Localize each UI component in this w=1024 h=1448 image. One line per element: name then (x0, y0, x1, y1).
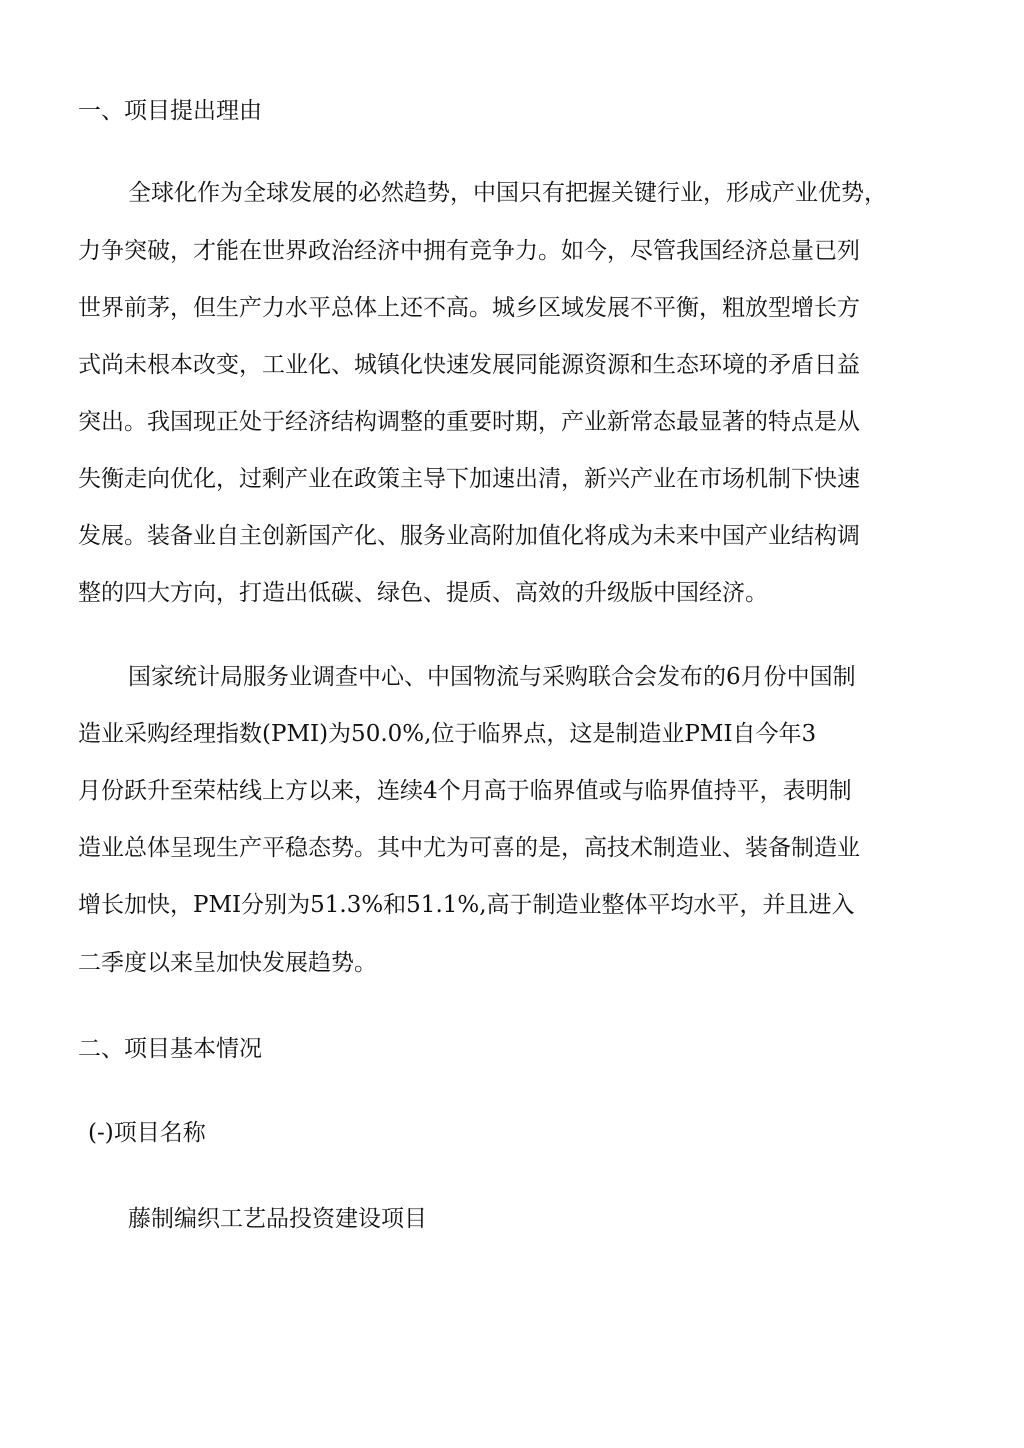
paragraph-line: 突出。我国现正处于经济结构调整的重要时期，产业新常态最显著的特点是从 (78, 409, 860, 435)
paragraph-line: 失衡走向优化，过剩产业在政策主导下加速出清，新兴产业在市场机制下快速 (78, 466, 860, 492)
paragraph-line: 二季度以来呈加快发展趋势。 (78, 950, 377, 976)
paragraph-line: 增长加快，PMI分别为51.3%和51.1%,高于制造业整体平均水平，并且进入 (78, 892, 855, 918)
project-name: 藤制编织工艺品投资建设项目 (128, 1206, 427, 1232)
paragraph-line: 国家统计局服务业调查中心、中国物流与采购联合会发布的6月份中国制 (128, 664, 856, 690)
paragraph-line: 力争突破，才能在世界政治经济中拥有竞争力。如今，尽管我国经济总量已列 (78, 238, 860, 264)
section-heading-1: 一、项目提出理由 (78, 98, 262, 124)
paragraph-line: 造业总体呈现生产平稳态势。其中尤为可喜的是，高技术制造业、装备制造业 (78, 835, 860, 861)
subsection-heading: (-)项目名称 (88, 1120, 206, 1146)
paragraph-line: 式尚未根本改变，工业化、城镇化快速发展同能源资源和生态环境的矛盾日益 (78, 352, 860, 378)
paragraph-line: 月份跃升至荣枯线上方以来，连续4个月高于临界值或与临界值持平，表明制 (78, 778, 852, 804)
paragraph-line: 世界前茅，但生产力水平总体上还不高。城乡区域发展不平衡，粗放型增长方 (78, 295, 860, 321)
section-heading-2: 二、项目基本情况 (78, 1036, 262, 1062)
paragraph-line: 全球化作为全球发展的必然趋势，中国只有把握关键行业，形成产业优势， (128, 180, 887, 206)
paragraph-line: 整的四大方向，打造出低碳、绿色、提质、高效的升级版中国经济。 (78, 580, 768, 606)
paragraph-line: 发展。装备业自主创新国产化、服务业高附加值化将成为未来中国产业结构调 (78, 523, 860, 549)
paragraph-line: 造业采购经理指数(PMI)为50.0%,位于临界点，这是制造业PMI自今年3 (78, 721, 817, 747)
